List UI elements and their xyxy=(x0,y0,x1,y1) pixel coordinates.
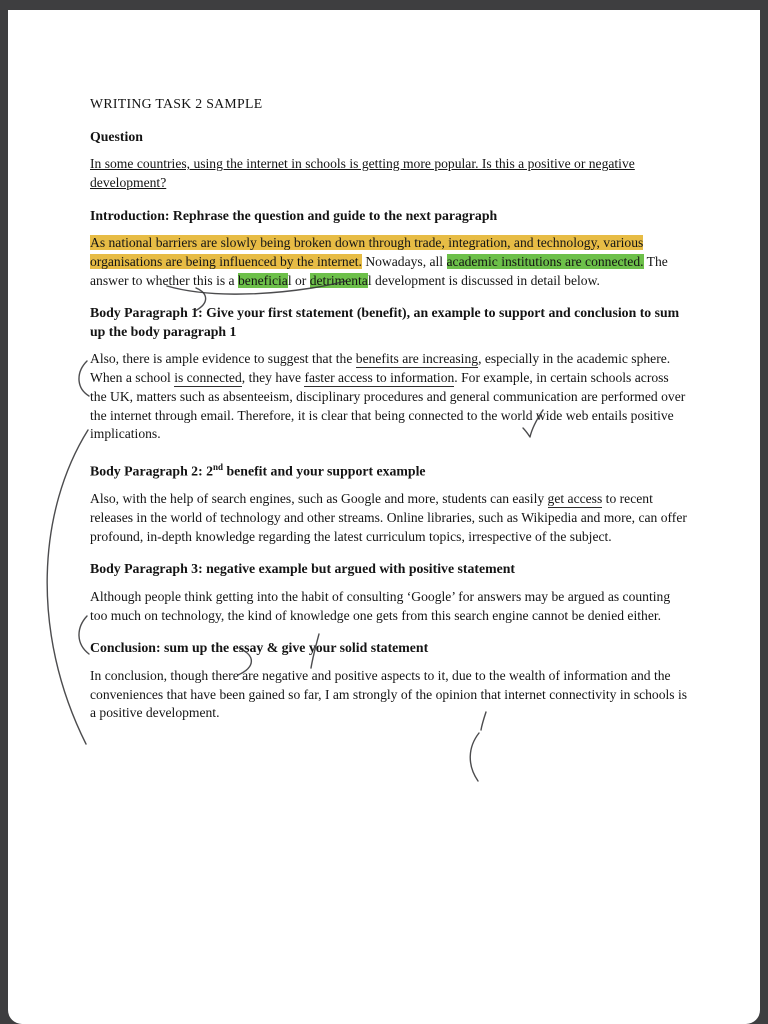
text-segment: , especially in the academic sphere. When a school xyxy=(90,351,671,386)
text-segment: l or xyxy=(287,272,310,288)
text-segment: As national barriers are slowly being broken down through trade, integration, and technology, various organisations are being influenced by the internet. xyxy=(90,235,644,269)
body3-heading: Body Paragraph 3: negative example but argued with positive statement xyxy=(90,561,515,577)
text-segment: beneficia xyxy=(238,272,288,288)
conclusion-paragraph: In conclusion, though there are negative and positive aspects to it, due to the wealth of information and the conveniences that have been gained so far, I am strongly of the opinion that internet connectivity in schools is a positive development. xyxy=(90,667,688,721)
text-segment: is connected xyxy=(174,370,242,386)
body2-heading xyxy=(90,458,688,481)
body1-paragraph xyxy=(90,350,688,444)
text-segment: faster access to information xyxy=(304,370,455,386)
text-segment: get access xyxy=(547,491,603,507)
intro-heading: Introduction: Rephrase the question and guide to the next paragraph xyxy=(90,207,498,223)
text-segment: benefit and your support example xyxy=(223,463,426,479)
question-text: In some countries, using the internet in schools is getting more popular. Is this a positive or negative development? xyxy=(90,156,635,190)
text-segment: Also, there is ample evidence to suggest that the xyxy=(90,351,356,367)
text-segment: l development is discussed in detail below. xyxy=(367,272,600,288)
text-segment: , they have xyxy=(241,370,305,386)
body3-paragraph: Although people think getting into the habit of consulting ‘Google’ for answers may be argued as counting too much on technology, the kind of knowledge one gets from this search engine cannot be denied either. xyxy=(90,588,671,623)
document-title: WRITING TASK 2 SAMPLE xyxy=(90,96,263,111)
text-segment: detrimenta xyxy=(309,272,368,288)
text-segment: . For example, in certain schools across the UK, matters such as absenteeism, disciplinary procedures and general communication are performed over the internet through email. Therefore, it is clear that being connected to the world wide web entails positive implications. xyxy=(90,370,686,442)
text-segment: Nowadays, all xyxy=(361,253,447,269)
text-segment: The answer to whether this is a xyxy=(90,253,668,288)
text-segment: academic institutions are connected. xyxy=(446,253,644,269)
document-page xyxy=(8,10,760,1024)
text-segment: to recent releases in the world of technology and other streams. Online libraries, such as Wikipedia and more, can offer profound, in-depth knowledge regarding the latest curriculum topics, irrespective of the subject. xyxy=(90,491,687,544)
question-heading: Question xyxy=(90,128,143,144)
text-segment: nd xyxy=(213,462,224,472)
body2-paragraph xyxy=(90,490,688,546)
intro-paragraph xyxy=(90,234,688,290)
text-segment: benefits are increasing xyxy=(355,351,479,367)
text-segment: Body Paragraph 2: 2 xyxy=(90,463,214,479)
conclusion-heading: Conclusion: sum up the essay & give your solid statement xyxy=(90,640,429,656)
text-segment: Also, with the help of search engines, such as Google and more, students can easily xyxy=(90,491,548,507)
body1-heading: Body Paragraph 1: Give your first statement (benefit), an example to support and conclusion to sum up the body paragraph 1 xyxy=(90,305,680,339)
